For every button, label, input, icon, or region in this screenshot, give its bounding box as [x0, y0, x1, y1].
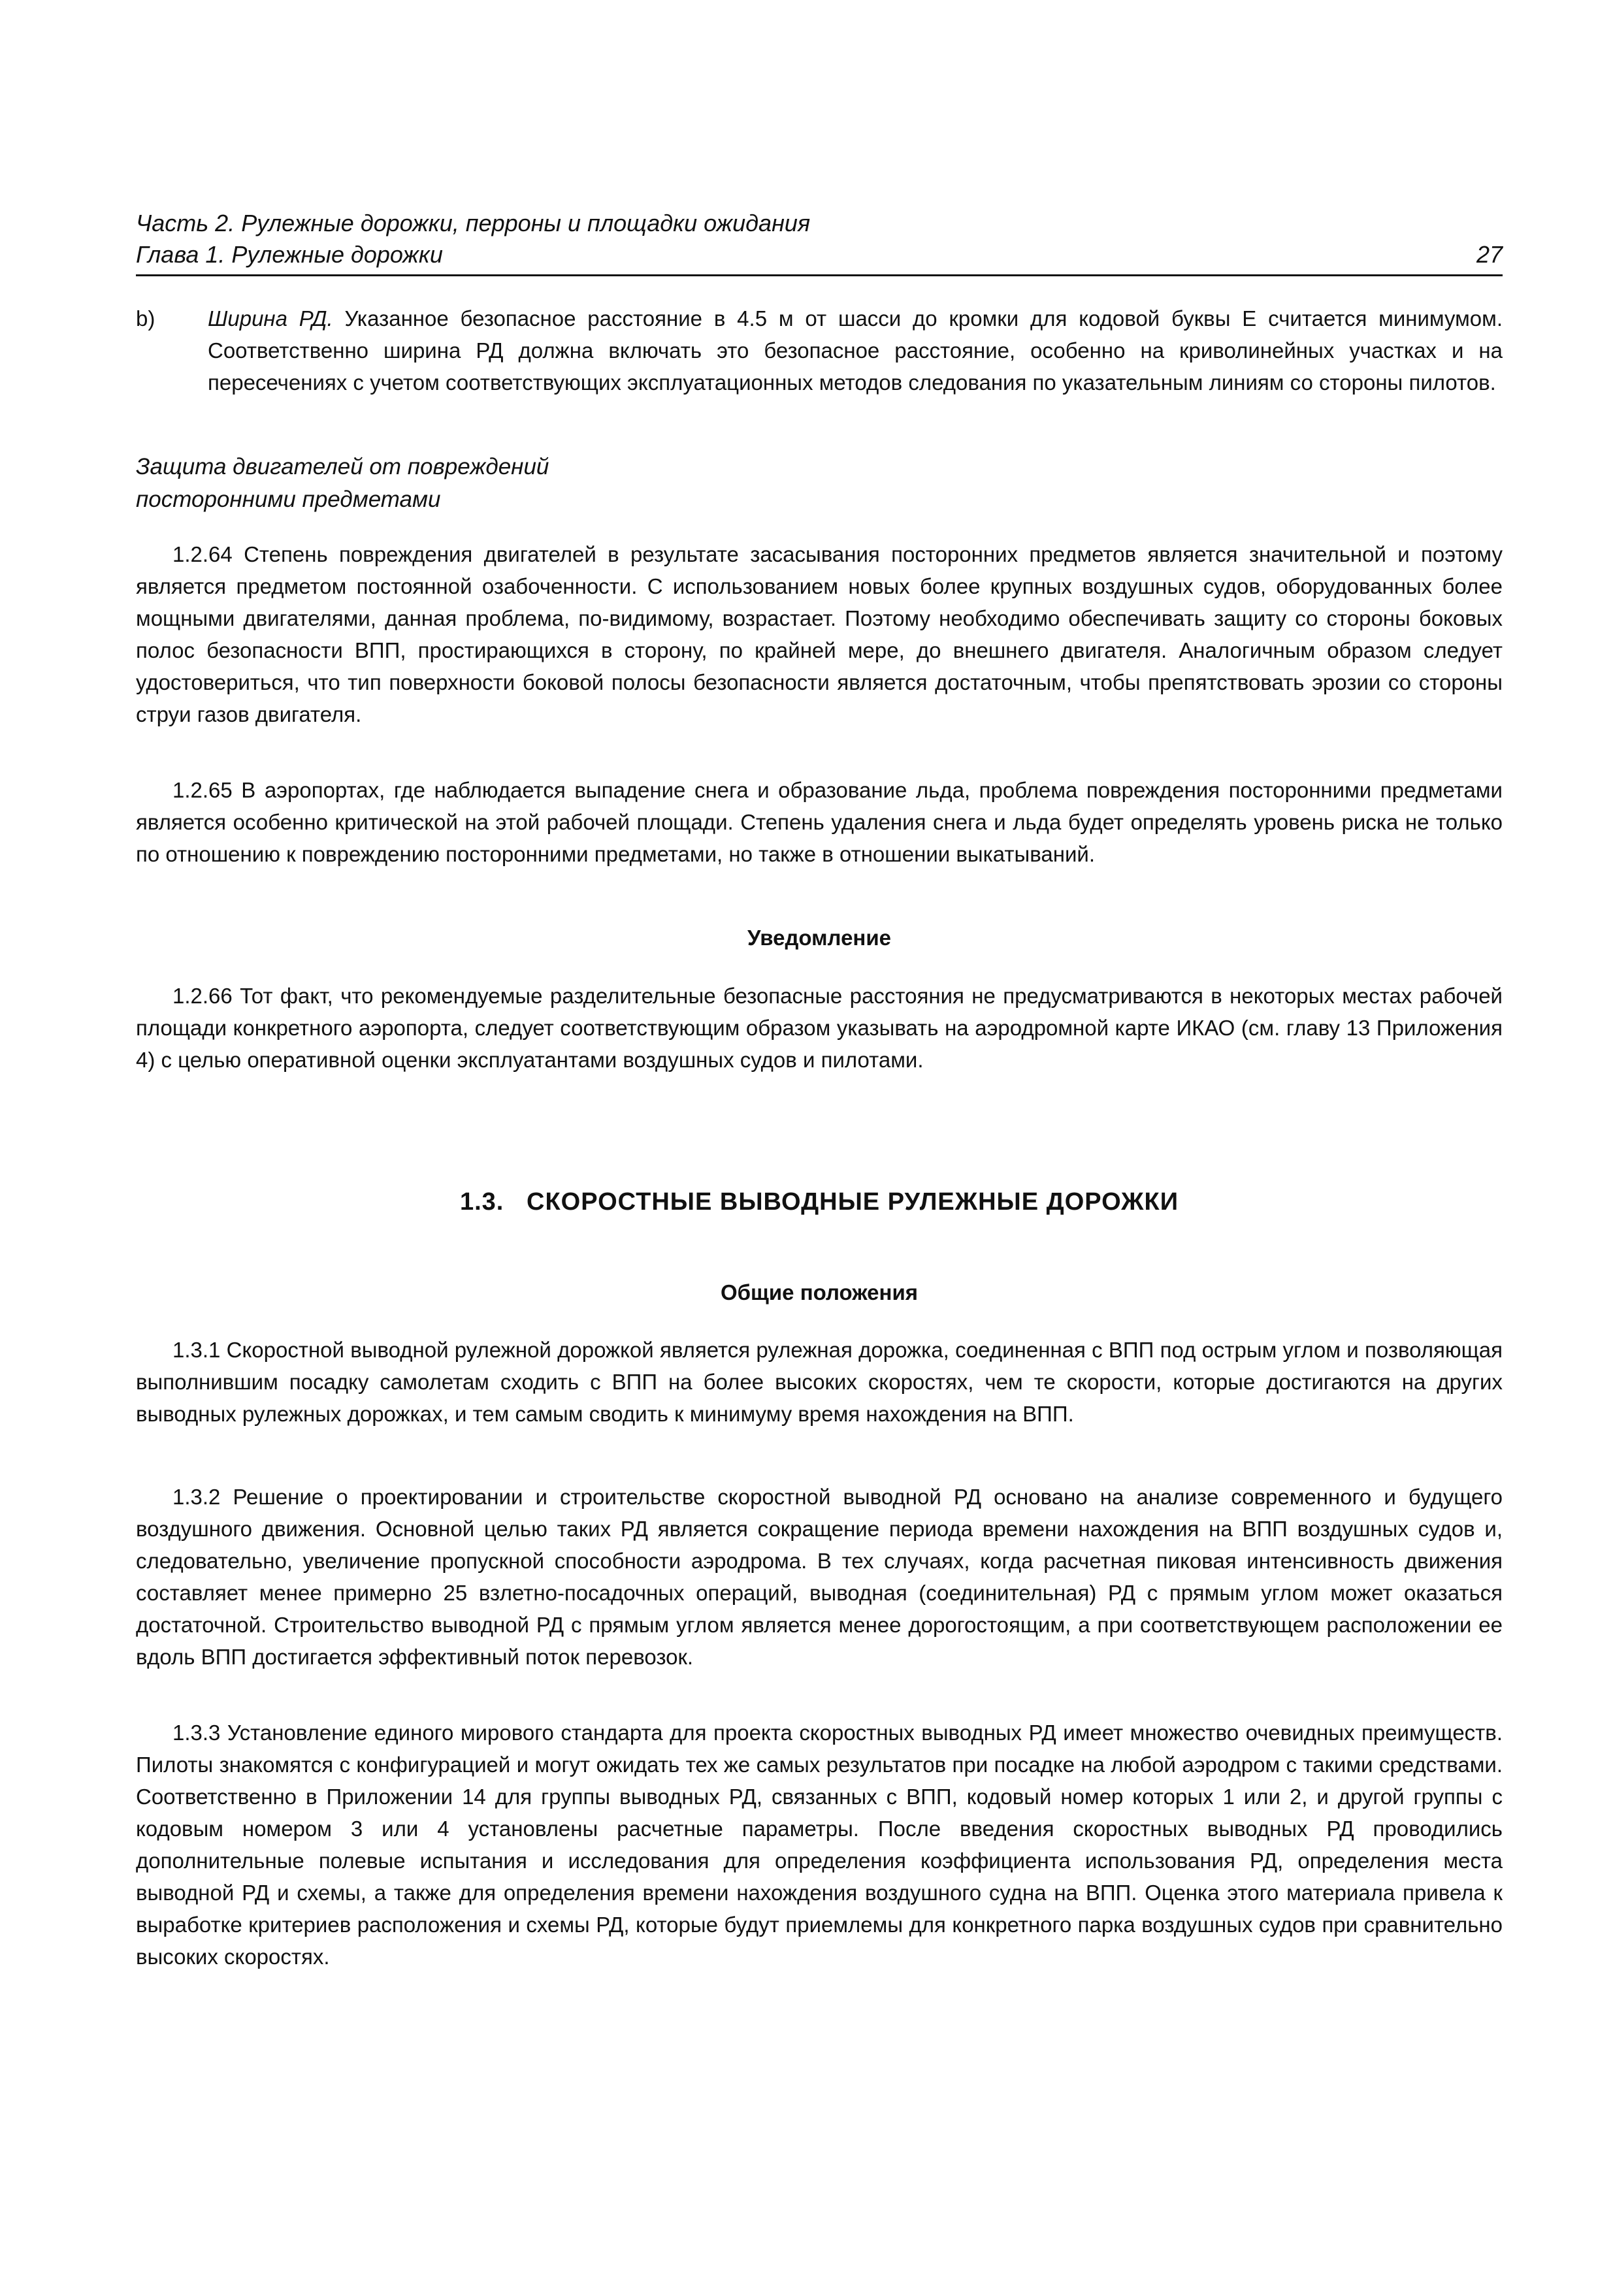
running-header [136, 208, 1503, 270]
subheading [136, 451, 549, 516]
list-item-content [208, 302, 1503, 398]
list-item-text: Указанное безопасное расстояние в 4.5 м от шасси до кромки для кодовой буквы E считается минимумом. Соответственно ширина РД должна включать это безопасное расстояние, особенно на криволинейных участках и на пересечениях с учетом соответствующих эксплуатационных методов следования по указательным линиям со стороны пилотов. [208, 306, 1503, 395]
header-chapter-title: Глава 1. Рулежные дорожки [136, 241, 443, 268]
list-item-lead: Ширина РД. [208, 306, 333, 331]
subheading-line-1: Защита двигателей от повреждений [136, 454, 549, 479]
subheading-line-2: посторонними предметами [136, 487, 441, 512]
paragraph-1-2-66: 1.2.66 Тот факт, что рекомендуемые разделительные безопасные расстояния не предусматриваются в некоторых местах рабочей площади конкретного аэропорта, следует соответствующим образом указывать на аэродромной карте ИКАО (см. главу 13 Приложения 4) с целью оперативной оценки эксплуатантами воздушных судов и пилотами. [136, 984, 1503, 1072]
paragraph-1-3-1: 1.3.1 Скоростной выводной рулежной дорожкой является рулежная дорожка, соединенная с ВПП под острым углом и позволяющая выполнившим посадку самолетам сходить с ВПП на более высоких скоростях, чем те скорости, которые достигаются на других выводных рулежных дорожках, и тем самым сводить к минимуму время нахождения на ВПП. [136, 1338, 1503, 1426]
list-marker: b) [136, 306, 155, 331]
notice-heading: Уведомление [747, 926, 891, 950]
paragraph-1-3-2: 1.3.2 Решение о проектировании и строительстве скоростной выводной РД основано на анализе современного и будущего воздушного движения. Основной целью таких РД является сокращение периода времени нахождения на ВПП воздушных судов и, следовательно, увеличение пропускной способности аэродрома. В тех случаях, когда расчетная пиковая интенсивность движения составляет менее примерно 25 взлетно-посадочных операций, выводная (соединительная) РД с прямым углом может оказаться достаточной. Строительство выводной РД с прямым углом является менее дорогостоящим, а при соответствующем расположении ее вдоль ВПП достигается эффективный поток перевозок. [136, 1485, 1503, 1669]
paragraph-1-2-64: 1.2.64 Степень повреждения двигателей в результате засасывания посторонних предметов является значительной и поэтому является предметом постоянной озабоченности. С использованием новых более крупных воздушных судов, оборудованных более мощными двигателями, данная проблема, по-видимому, возрастает. Поэтому необходимо обеспечивать защиту со стороны боковых полос безопасности ВПП, простирающихся в сторону, по крайней мере, до внешнего двигателя. Аналогичным образом следует удостовериться, что тип поверхности боковой полосы безопасности является достаточным, чтобы препятствовать эрозии со стороны струи газов двигателя. [136, 542, 1503, 726]
header-part-title: Часть 2. Рулежные дорожки, перроны и площадки ожидания [136, 210, 811, 236]
paragraph-1-3-3: 1.3.3 Установление единого мирового стандарта для проекта скоростных выводных РД имеет множество очевидных преимуществ. Пилоты знакомятся с конфигурацией и могут ожидать тех же самых результатов при посадке на любой аэродром с такими средствами. Соответственно в Приложении 14 для группы выводных РД, связанных с ВПП, кодовый номер которых 1 или 2, и другой группы с кодовым номером 3 или 4 установлены расчетные параметры. После введения скоростных выводных РД проводились дополнительные полевые испытания и исследования для определения коэффициента использования РД, определения места выводной РД и схемы, а также для определения времени нахождения воздушного судна на ВПП. Оценка этого материала привела к выработке критериев расположения и схемы РД, которые будут приемлемы для конкретного парка воздушных судов при сравнительно высоких скоростях. [136, 1721, 1503, 1969]
paragraph-1-2-65: 1.2.65 В аэропортах, где наблюдается выпадение снега и образование льда, проблема повреждения посторонними предметами является особенно критической на этой рабочей площади. Степень удаления снега и льда будет определять уровень риска не только по отношению к повреждению посторонними предметами, но также в отношении выкатываний. [136, 778, 1503, 866]
list-item-b [136, 302, 1503, 398]
page-number: 27 [1476, 241, 1503, 268]
section-title: 1.3. СКОРОСТНЫЕ ВЫВОДНЫЕ РУЛЕЖНЫЕ ДОРОЖКИ [459, 1188, 1179, 1216]
header-rule [136, 274, 1503, 276]
general-heading: Общие положения [720, 1280, 918, 1304]
